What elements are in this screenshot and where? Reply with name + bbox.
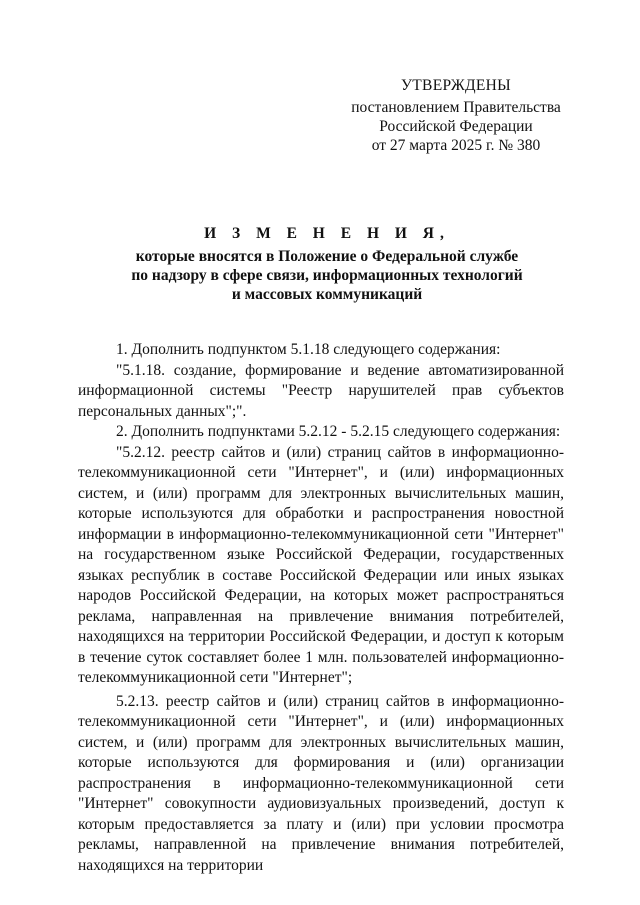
paragraph: 1. Дополнить подпунктом 5.1.18 следующего содержания:	[116, 341, 501, 358]
approval-line: постановлением Правительства	[351, 99, 561, 116]
approval-title: УТВЕРЖДЕНЫ	[401, 77, 511, 94]
approval-date: от 27 марта 2025 г. № 380	[371, 137, 541, 154]
approval-stamp	[340, 76, 572, 155]
paragraph: "5.1.18. создание, формирование и ведение автоматизированной информационной системы "Реестр нарушителей прав субъектов персональных данных";".	[78, 361, 564, 420]
heading-subtitle-line: по надзору в сфере связи, информационных технологий	[131, 267, 523, 284]
paragraph: 2. Дополнить подпунктами 5.2.12 - 5.2.15 следующего содержания:	[116, 423, 561, 440]
document-body	[78, 340, 564, 876]
heading-subtitle-line: которые вносятся в Положение о Федеральной службе	[135, 248, 519, 265]
paragraph: "5.2.12. реестр сайтов и (или) страниц сайтов в информационно-телекоммуникационной сети "Интернет", и (или) информационных систем, и (или) программ для электронных вычислительных машин, которые используются для обработки и распространения новостной информации в информационно-телекоммуникационной сети "Интернет" на государственном языке Российской Федерации, государственных языках республик в составе Российской Федерации или иных языках народов Российской Федерации, на которых может распространяться реклама, направленная на привлечение внимания потребителей, находящихся на территории Российской Федерации, и доступ к которым в течение суток составляет более 1 млн. пользователей информационно-телекоммуникационной сети "Интернет";	[78, 443, 564, 686]
paragraph: 5.2.13. реестр сайтов и (или) страниц сайтов в информационно-телекоммуникационной сети "Интернет", и (или) информационных систем, и (или) программ для электронных вычислительных машин, которые используются для формирования и (или) организации распространения в информационно-телекоммуникационной сети "Интернет" совокупности аудиовизуальных произведений, доступ к которым предоставляется за плату и (или) при условии просмотра рекламы, направленной на привлечение внимания потребителей, находящихся на территории	[78, 692, 564, 874]
document-heading	[80, 224, 574, 304]
heading-subtitle-line: и массовых коммуникаций	[231, 286, 423, 303]
heading-title: И З М Е Н Е Н И Я,	[204, 225, 450, 242]
approval-line: Российской Федерации	[379, 118, 533, 135]
